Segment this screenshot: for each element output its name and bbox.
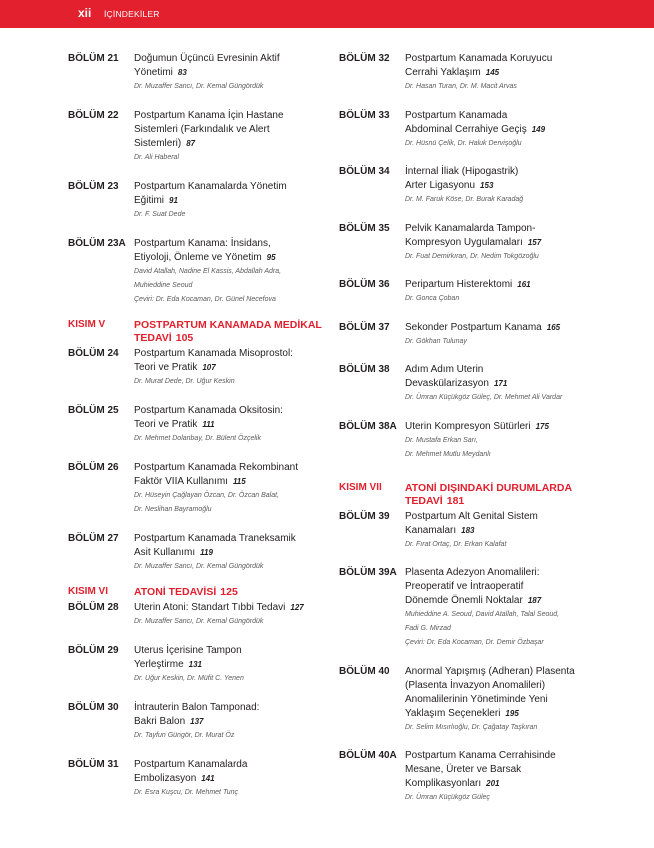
chapter-page-number: 83 — [177, 68, 187, 77]
chapter-label: BÖLÜM 38 — [339, 364, 390, 375]
chapter-label: BÖLÜM 21 — [68, 53, 119, 64]
chapter-title[interactable] — [134, 532, 358, 560]
chapter-title-line: Bakri Balon — [134, 716, 186, 727]
chapter-page-number: 91 — [169, 196, 178, 205]
toc-column-left — [68, 52, 358, 800]
chapter-title-line: Sistemleri) — [134, 138, 182, 149]
chapter-authors: Dr. F. Suat Dede — [134, 211, 186, 218]
part-title — [134, 319, 358, 345]
chapter-title-line: Komplikasyonları — [405, 778, 482, 789]
chapter-title-line: Arter Ligasyonu — [405, 180, 476, 191]
chapter-page-number: 175 — [535, 421, 549, 431]
chapter-entry[interactable] — [339, 278, 629, 306]
chapter-title-line: Mesane, Üreter ve Barsak — [405, 764, 522, 775]
chapter-page-number: 131 — [188, 660, 203, 669]
chapter-label: BÖLÜM 37 — [339, 321, 390, 333]
chapter-authors: Fadi G. Mirzad — [405, 625, 451, 632]
chapter-authors: Dr. Fırat Ortaç, Dr. Erkan Kalafat — [405, 540, 507, 548]
chapter-title[interactable] — [134, 180, 358, 208]
chapter-body — [134, 52, 358, 94]
chapter-title-line: Postpartum Kanama: İnsidans, — [134, 238, 271, 249]
chapter-page-number: 183 — [461, 525, 475, 535]
chapter-title[interactable] — [134, 644, 358, 672]
chapter-body — [405, 665, 629, 735]
chapter-body — [134, 109, 358, 165]
chapter-title-line: Postpartum Kanamada Koruyucu — [405, 53, 553, 64]
chapter-page-number: 127 — [290, 603, 304, 612]
chapter-authors: Çeviri: Dr. Eda Kocaman, Dr. Günel Necefova — [134, 296, 276, 303]
chapter-title-line: Postpartum Kanama Cerrahisinde — [405, 750, 556, 761]
chapter-title[interactable] — [134, 601, 358, 615]
chapter-authors: Muhieddine Seoud — [134, 282, 193, 289]
chapter-label: BÖLÜM 28 — [68, 602, 119, 613]
chapter-page-number: 171 — [493, 379, 508, 388]
chapter-title-line: Plasenta Adezyon Anomalileri: — [405, 567, 540, 578]
chapter-body — [134, 404, 358, 446]
part-heading — [68, 319, 358, 345]
chapter-title-line: Dönemde Önemli Noktalar — [405, 595, 523, 606]
chapter-body — [405, 566, 629, 650]
chapter-label: BÖLÜM 24 — [68, 348, 119, 359]
chapter-authors: Dr. Hüsnü Çelik, Dr. Haluk Dervişoğlu — [405, 139, 522, 147]
part-title — [405, 482, 629, 508]
chapter-title-line: Abdominal Cerrahiye Geçiş — [405, 123, 527, 135]
chapter-entry[interactable] — [339, 566, 629, 650]
chapter-entry[interactable] — [339, 222, 629, 264]
chapter-authors: Dr. Ali Haberal — [134, 154, 179, 161]
chapter-title[interactable] — [405, 749, 629, 791]
chapter-authors: Dr. Mehmet Mutlu Meydanlı — [405, 450, 491, 458]
chapter-authors: Dr. M. Faruk Köse, Dr. Burak Karadağ — [405, 196, 524, 203]
header-title: İÇİNDEKİLER — [104, 9, 160, 19]
chapter-title-line: Teori ve Pratik — [134, 362, 198, 373]
chapter-entry[interactable] — [339, 749, 629, 805]
chapter-body — [405, 52, 629, 94]
chapter-body — [134, 758, 358, 800]
part-title-line: ATONİ TEDAVİSİ — [134, 586, 217, 598]
chapter-authors: Dr. Gonca Çoban — [405, 295, 460, 302]
chapter-page-number: 195 — [505, 708, 519, 718]
chapter-authors: Dr. Ümran Küçükgöz Güleç — [405, 794, 490, 801]
chapter-authors: Dr. Hasan Turan, Dr. M. Macit Arvas — [405, 83, 517, 90]
page-header — [0, 0, 654, 28]
chapter-body — [405, 363, 629, 405]
chapter-entry[interactable] — [68, 701, 358, 743]
chapter-label: BÖLÜM 22 — [68, 110, 119, 121]
chapter-authors: Çeviri: Dr. Eda Kocaman, Dr. Demir Özbaşar — [405, 639, 544, 646]
part-page-number: 181 — [446, 494, 465, 507]
chapter-label: BÖLÜM 27 — [68, 533, 119, 544]
chapter-entry[interactable] — [339, 165, 629, 207]
chapter-entry[interactable] — [68, 52, 358, 94]
chapter-title-line: Yerleştirme — [134, 659, 184, 670]
chapter-title-line: Cerrahi Yaklaşım — [405, 67, 481, 78]
chapter-title[interactable] — [405, 52, 629, 80]
part-label: KISIM V — [68, 319, 106, 330]
part-page-number: 105 — [175, 332, 194, 344]
chapter-page-number: 187 — [527, 596, 542, 605]
chapter-title[interactable] — [134, 461, 358, 489]
chapter-body — [405, 749, 629, 805]
chapter-body — [134, 532, 358, 574]
chapter-title[interactable] — [405, 321, 629, 335]
chapter-label: BÖLÜM 39 — [339, 510, 390, 522]
part-page-number: 125 — [220, 586, 238, 598]
chapter-entry[interactable] — [68, 601, 358, 629]
part-title-line: TEDAVİ — [134, 332, 172, 344]
chapter-entry[interactable] — [68, 237, 358, 307]
chapter-page-number: 161 — [517, 280, 531, 289]
chapter-authors: Dr. Tayfun Güngör, Dr. Murat Öz — [134, 732, 235, 739]
chapter-body — [134, 347, 358, 389]
chapter-entry[interactable] — [68, 404, 358, 446]
chapter-title[interactable] — [134, 52, 358, 80]
chapter-title-line: Postpartum Kanamada — [405, 109, 508, 121]
chapter-authors: Muhieddine A. Seoud, David Atallah, Talal Seoud, — [405, 611, 560, 618]
part-label: KISIM VI — [68, 586, 109, 597]
chapter-title-line: Postpartum Kanamada Traneksamik — [134, 533, 296, 544]
chapter-title[interactable] — [134, 758, 358, 786]
chapter-body — [134, 237, 358, 307]
chapter-title-line: Kanamaları — [405, 524, 457, 536]
chapter-authors: Dr. Muzaffer Sancı, Dr. Kemal Güngördük — [134, 618, 264, 625]
chapter-page-number: 201 — [486, 779, 500, 788]
chapter-entry[interactable] — [339, 665, 629, 735]
chapter-body — [405, 510, 629, 552]
chapter-page-number: 165 — [546, 322, 561, 332]
chapter-label: BÖLÜM 26 — [68, 462, 119, 473]
chapter-body — [134, 644, 358, 686]
chapter-page-number: 119 — [200, 548, 213, 557]
chapter-authors: Dr. Ümran Küçükgöz Güleç, Dr. Mehmet Ali Vardar — [405, 394, 563, 401]
chapter-entry[interactable] — [68, 180, 358, 222]
chapter-title-line: Postpartum Kanamalarda Yönetim — [134, 181, 287, 192]
chapter-title-line: Anomalilerinin Yönetiminde Yeni — [405, 693, 548, 705]
chapter-label: BÖLÜM 29 — [68, 645, 119, 656]
chapter-page-number: 95 — [266, 253, 276, 262]
part-title — [134, 586, 358, 599]
part-heading — [68, 586, 358, 599]
chapter-body — [405, 321, 629, 349]
chapter-label: BÖLÜM 39A — [339, 567, 397, 578]
chapter-title[interactable] — [134, 109, 358, 151]
chapter-page-number: 157 — [527, 237, 542, 247]
chapter-title-line: Teori ve Pratik — [134, 419, 198, 430]
chapter-title[interactable] — [134, 237, 358, 265]
chapter-title-line: Uterin Kompresyon Sütürleri — [405, 420, 531, 432]
chapter-title-line: Etiyoloji, Önleme ve Yönetim — [134, 252, 262, 263]
chapter-title[interactable] — [405, 222, 629, 250]
chapter-authors: Dr. Muzaffer Sancı, Dr. Kemal Güngördük — [134, 83, 264, 90]
chapter-title[interactable] — [134, 701, 358, 729]
chapter-title[interactable] — [405, 420, 629, 434]
chapter-label: BÖLÜM 36 — [339, 279, 390, 290]
chapter-entry[interactable] — [339, 321, 629, 349]
chapter-entry[interactable] — [68, 758, 358, 800]
chapter-title-line: Pelvik Kanamalarda Tampon- — [405, 222, 536, 234]
part-title-line: POSTPARTUM KANAMADA MEDİKAL — [134, 319, 322, 331]
chapter-title-line: Postpartum Alt Genital Sistem — [405, 510, 538, 522]
chapter-title-line: Postpartum Kanamada Oksitosin: — [134, 405, 283, 416]
chapter-body — [134, 461, 358, 517]
chapter-title-line: Doğumun Üçüncü Evresinin Aktif — [134, 53, 280, 64]
chapter-entry[interactable] — [68, 109, 358, 165]
chapter-title[interactable] — [405, 665, 629, 721]
chapter-title[interactable] — [405, 510, 629, 538]
chapter-body — [134, 701, 358, 743]
chapter-label: BÖLÜM 31 — [68, 759, 119, 770]
chapter-title-line: Postpartum Kanamada Misoprostol: — [134, 348, 293, 359]
part-heading — [339, 482, 629, 508]
chapter-authors: Dr. Hüseyin Çağlayan Özcan, Dr. Özcan Balat, — [134, 492, 279, 499]
chapter-body — [405, 278, 629, 306]
chapter-title-line: Uterin Atoni: Standart Tıbbi Tedavi — [134, 602, 286, 613]
chapter-page-number: 137 — [190, 717, 204, 726]
chapter-page-number: 153 — [480, 181, 494, 190]
chapter-title[interactable] — [134, 347, 358, 375]
chapter-label: BÖLÜM 35 — [339, 222, 390, 234]
chapter-body — [134, 601, 358, 629]
part-label: KISIM VII — [339, 481, 382, 493]
chapter-title-line: Kompresyon Uygulamaları — [405, 236, 523, 248]
chapter-title-line: Asit Kullanımı — [134, 547, 196, 558]
chapter-title-line: İnternal İliak (Hipogastrik) — [405, 166, 519, 177]
chapter-title-line: Postpartum Kanamada Rekombinant — [134, 462, 298, 473]
chapter-label: BÖLÜM 38A — [339, 420, 397, 432]
chapter-title-line: Devaskülarizasyon — [405, 378, 489, 389]
chapter-entry[interactable] — [339, 52, 629, 94]
chapter-title-line: Adım Adım Uterin — [405, 364, 484, 375]
page-number: xii — [78, 6, 92, 20]
chapter-body — [405, 165, 629, 207]
chapter-authors: Dr. Muzaffer Sancı, Dr. Kemal Güngördük — [134, 563, 264, 570]
chapter-page-number: 141 — [201, 774, 215, 783]
chapter-title-line: Peripartum Histerektomi — [405, 279, 513, 290]
chapter-entry[interactable] — [339, 109, 629, 151]
chapter-authors: Dr. Esra Kuşcu, Dr. Mehmet Tunç — [134, 789, 238, 796]
chapter-title-line: Embolizasyon — [134, 773, 197, 784]
chapter-authors: David Atallah, Nadine El Kassis, Abdallah Adra, — [134, 268, 282, 275]
chapter-entry[interactable] — [68, 644, 358, 686]
chapter-title-line: Postpartum Kanamalarda — [134, 759, 248, 770]
chapter-title-line: Anormal Yapışmış (Adheran) Plasenta — [405, 665, 575, 677]
part-title-line: TEDAVİ — [405, 494, 443, 507]
chapter-authors: Dr. Mustafa Erkan Sarı, — [405, 436, 478, 444]
chapter-label: BÖLÜM 40A — [339, 750, 397, 761]
chapter-title[interactable] — [405, 165, 629, 193]
chapter-title-line: Eğitimi — [134, 195, 165, 206]
chapter-title[interactable] — [405, 109, 629, 137]
chapter-title-line: (Plasenta İnvazyon Anomalileri) — [405, 679, 546, 691]
chapter-title[interactable] — [405, 566, 629, 608]
chapter-title-line: İntrauterin Balon Tamponad: — [134, 702, 260, 713]
chapter-page-number: 115 — [232, 477, 246, 486]
toc-column-right — [339, 52, 629, 805]
chapter-title-line: Sistemleri (Farkındalık ve Alert — [134, 124, 270, 135]
chapter-entry[interactable] — [68, 532, 358, 574]
chapter-page-number: 87 — [186, 139, 196, 148]
chapter-title-line: Faktör VIIA Kullanımı — [134, 476, 228, 487]
chapter-label: BÖLÜM 30 — [68, 702, 119, 713]
chapter-body — [405, 222, 629, 264]
chapter-authors: Dr. Fuat Demirkıran, Dr. Nedim Tokgözoğlu — [405, 252, 539, 260]
chapter-body — [405, 420, 629, 462]
chapter-label: BÖLÜM 40 — [339, 665, 390, 677]
chapter-title[interactable] — [405, 278, 629, 292]
chapter-label: BÖLÜM 34 — [339, 166, 390, 177]
chapter-label: BÖLÜM 23 — [68, 181, 119, 192]
chapter-entry[interactable] — [339, 510, 629, 552]
chapter-page-number: 111 — [202, 420, 215, 429]
chapter-authors: Dr. Mehmet Dolanbay, Dr. Bülent Özçelik — [134, 435, 261, 442]
chapter-body — [134, 180, 358, 222]
chapter-label: BÖLÜM 23A — [68, 238, 126, 249]
chapter-label: BÖLÜM 32 — [339, 53, 390, 64]
chapter-entry[interactable] — [68, 347, 358, 389]
chapter-page-number: 107 — [202, 363, 216, 372]
chapter-entry[interactable] — [339, 363, 629, 405]
chapter-title-line: Yaklaşım Seçenekleri — [405, 707, 501, 719]
chapter-entry[interactable] — [339, 420, 629, 462]
chapter-label: BÖLÜM 33 — [339, 109, 390, 121]
chapter-title-line: Sekonder Postpartum Kanama — [405, 321, 542, 333]
chapter-authors: Dr. Uğur Keskin, Dr. Müfit C. Yenen — [134, 675, 244, 682]
chapter-title-line: Uterus İçerisine Tampon — [134, 645, 242, 656]
chapter-page-number: 145 — [485, 68, 500, 77]
chapter-title[interactable] — [134, 404, 358, 432]
chapter-authors: Dr. Gökhan Tulunay — [405, 337, 467, 345]
chapter-entry[interactable] — [68, 461, 358, 517]
chapter-authors: Dr. Murat Dede, Dr. Uğur Keskin — [134, 378, 235, 385]
chapter-authors: Dr. Neslihan Bayramoğlu — [134, 506, 212, 513]
chapter-title[interactable] — [405, 363, 629, 391]
chapter-title-line: Yönetimi — [134, 67, 173, 78]
chapter-title-line: Postpartum Kanama İçin Hastane — [134, 110, 284, 121]
chapter-label: BÖLÜM 25 — [68, 405, 119, 416]
chapter-authors: Dr. Selim Mısırlıoğlu, Dr. Çağatay Taşkıran — [405, 723, 538, 731]
chapter-title-line: Preoperatif ve İntraoperatif — [405, 581, 524, 592]
chapter-body — [405, 109, 629, 151]
part-title-line: ATONİ DIŞINDAKİ DURUMLARDA — [405, 481, 573, 494]
chapter-page-number: 149 — [531, 124, 546, 134]
